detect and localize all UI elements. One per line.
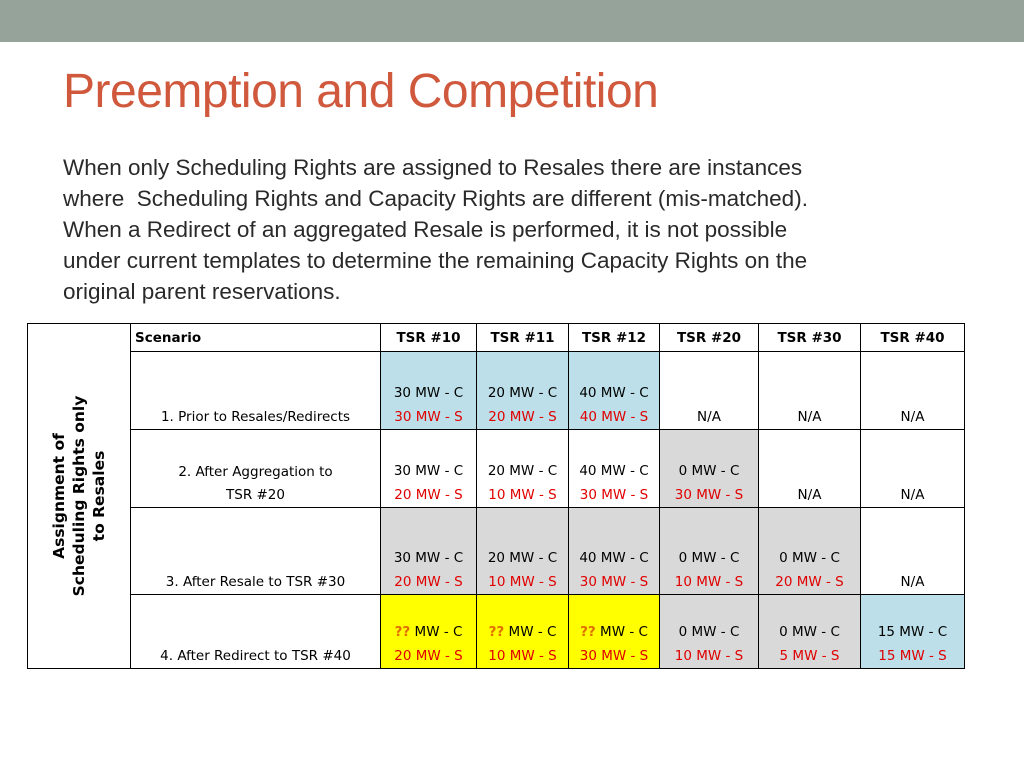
table-cell: 0 MW - C 10 MW - S [660, 595, 759, 669]
scenario-label: 4. After Redirect to TSR #40 [131, 595, 381, 669]
table-cell: N/A [861, 352, 965, 430]
scenario-label: 2. After Aggregation to TSR #20 [131, 430, 381, 508]
body-line: original parent reservations. [63, 279, 341, 304]
table-row [28, 508, 965, 595]
unknown-marker: ?? [580, 624, 596, 640]
header-tsr-40: TSR #40 [861, 324, 965, 352]
table-cell: 0 MW - C 30 MW - S [660, 430, 759, 508]
table-cell: 0 MW - C 5 MW - S [759, 595, 861, 669]
body-line: When a Redirect of an aggregated Resale is performed, it is not possible [63, 217, 788, 242]
table-row [28, 352, 965, 430]
slide-title: Preemption and Competition [63, 65, 659, 118]
table-cell: 40 MW - C 40 MW - S [569, 352, 660, 430]
table-cell: 40 MW - C 30 MW - S [569, 508, 660, 595]
side-label [49, 381, 109, 611]
body-line: where Scheduling Rights and Capacity Rights are different (mis-matched). [63, 186, 808, 211]
side-label-line: to Resales [90, 450, 108, 542]
table-cell: ?? MW - C 20 MW - S [381, 595, 477, 669]
table-cell: 0 MW - C 10 MW - S [660, 508, 759, 595]
table-cell: N/A [861, 430, 965, 508]
body-line: under current templates to determine the remaining Capacity Rights on the [63, 248, 808, 273]
header-tsr-12: TSR #12 [569, 324, 660, 352]
table-header-row [28, 324, 965, 352]
side-label-cell [28, 324, 131, 669]
table-cell: 30 MW - C 30 MW - S [381, 352, 477, 430]
header-tsr-30: TSR #30 [759, 324, 861, 352]
top-accent-bar [0, 0, 1024, 42]
table-row [28, 595, 965, 669]
header-scenario: Scenario [131, 324, 381, 352]
table-cell: 20 MW - C 10 MW - S [477, 430, 569, 508]
scenario-label: 3. After Resale to TSR #30 [131, 508, 381, 595]
scenario-label: 1. Prior to Resales/Redirects [131, 352, 381, 430]
scenario-table [27, 323, 965, 669]
table-cell: 40 MW - C 30 MW - S [569, 430, 660, 508]
side-label-line: Assignment of [50, 433, 68, 559]
table-cell: 15 MW - C 15 MW - S [861, 595, 965, 669]
table-cell: N/A [759, 430, 861, 508]
table-cell: ?? MW - C 10 MW - S [477, 595, 569, 669]
table-cell: ?? MW - C 30 MW - S [569, 595, 660, 669]
table-cell: N/A [660, 352, 759, 430]
header-tsr-20: TSR #20 [660, 324, 759, 352]
table-cell: 30 MW - C 20 MW - S [381, 430, 477, 508]
body-line: When only Scheduling Rights are assigned to Resales there are instances [63, 155, 803, 180]
unknown-marker: ?? [394, 624, 411, 640]
table-cell: 20 MW - C 20 MW - S [477, 352, 569, 430]
table-cell: N/A [861, 508, 965, 595]
table-cell: N/A [759, 352, 861, 430]
unknown-marker: ?? [488, 624, 505, 640]
table-cell: 30 MW - C 20 MW - S [381, 508, 477, 595]
slide-body-text [63, 152, 943, 307]
table-cell: 0 MW - C 20 MW - S [759, 508, 861, 595]
table-cell: 20 MW - C 10 MW - S [477, 508, 569, 595]
header-tsr-11: TSR #11 [477, 324, 569, 352]
header-tsr-10: TSR #10 [381, 324, 477, 352]
side-label-line: Scheduling Rights only [70, 395, 88, 597]
table-row [28, 430, 965, 508]
